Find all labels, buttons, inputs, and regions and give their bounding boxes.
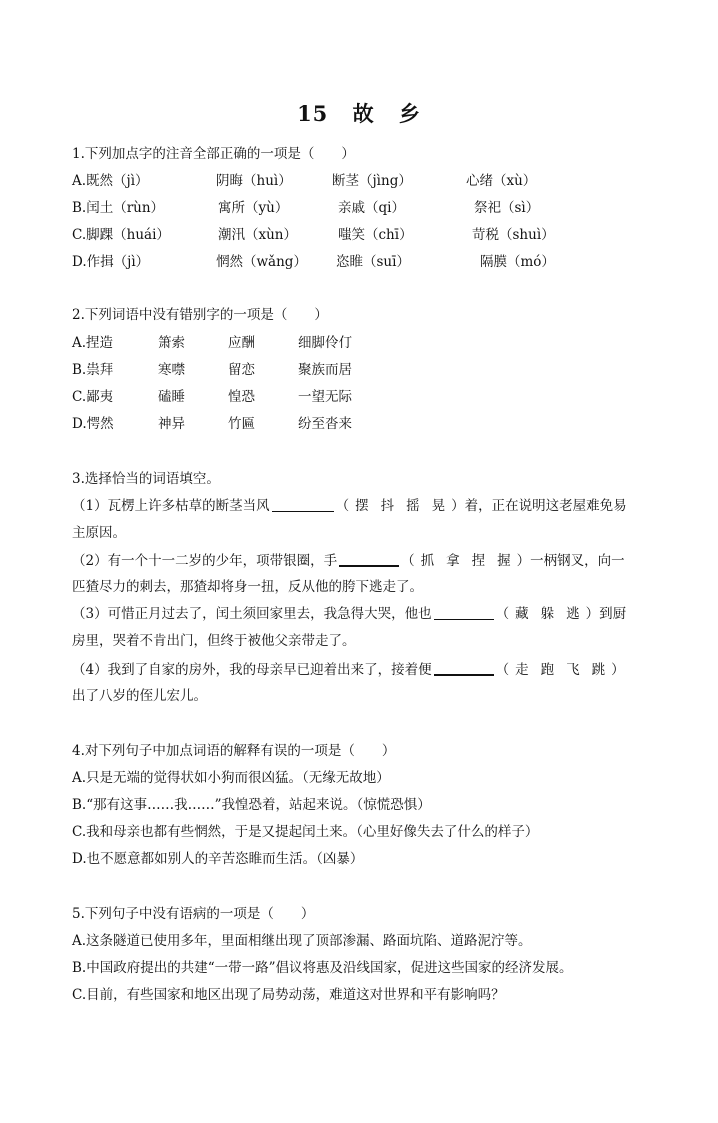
q1-stem: 1.下列加点字的注音全部正确的一项是（ ） <box>72 146 355 162</box>
option: 藏 <box>515 606 529 622</box>
q4-option-b: B.“那有这事……我……”我惶恐着，站起来说。（惊慌恐惧） <box>72 797 431 813</box>
q2-b-3: 留恋 <box>228 362 255 378</box>
q3-s1-blank[interactable] <box>272 497 334 512</box>
option: 抓 <box>420 553 435 569</box>
q4-stem: 4.对下列句子中加点词语的解释有误的一项是（ ） <box>72 743 396 759</box>
q4-option-d: D.也不愿意都如别人的辛苦恣睢而生活。（凶暴） <box>72 851 364 867</box>
q1-a-1: A.既然（jì） <box>72 173 149 189</box>
page-title <box>0 98 718 128</box>
q3-s2-text: （2）有一个十一二岁的少年，项带银圈，手 <box>72 553 338 569</box>
title-char-2: 乡 <box>398 101 421 126</box>
option: 跳 <box>591 662 606 678</box>
q1-a-2: 阴晦（huì） <box>216 173 292 189</box>
q3-sentence-2 <box>72 551 625 570</box>
q1-c-1: C.脚踝（huái） <box>72 227 170 243</box>
q3-s4-text: （4）我到了自家的房外，我的母亲早已迎着出来了，接着便 <box>72 662 432 678</box>
q3-s2-cont: 匹猹尽力的刺去，那猹却将身一扭，反从他的胯下逃走了。 <box>72 579 423 595</box>
option: 逃 <box>566 606 580 622</box>
option: 捏 <box>471 553 486 569</box>
q2-d-3: 竹匾 <box>228 416 255 432</box>
q2-b-4: 聚族而居 <box>298 362 352 378</box>
option: 摆 <box>355 498 369 514</box>
q2-b-1: B.祟拜 <box>72 362 114 378</box>
q1-c-2: 潮汛（xùn） <box>218 227 298 243</box>
q2-c-4: 一望无际 <box>298 389 352 405</box>
q3-sentence-3 <box>72 605 626 623</box>
option: 晃 <box>431 498 446 514</box>
q3-s1-tail: 着，正在说明这老屋难免易 <box>464 498 627 514</box>
q4-option-c: C.我和母亲也都有些惘然，于是又提起闰土来。（心里好像失去了什么的样子） <box>72 824 539 840</box>
q3-sentence-1 <box>72 497 627 515</box>
q2-stem: 2.下列词语中没有错别字的一项是（ ） <box>72 307 328 323</box>
option: 躲 <box>540 606 555 622</box>
q1-c-4: 苛税（shuì） <box>472 227 555 243</box>
q1-d-3: 恣睢（suī） <box>336 254 410 270</box>
option: 摇 <box>406 498 420 514</box>
option: 跑 <box>540 662 555 678</box>
q1-a-3: 断茎（jìng） <box>332 173 412 189</box>
q1-a-4: 心绪（xù） <box>466 173 537 189</box>
q3-s3-text: （3）可惜正月过去了，闰土须回家里去，我急得大哭，他也 <box>72 606 432 622</box>
q1-d-2: 惘然（wǎng） <box>216 254 307 270</box>
q2-c-2: 磕睡 <box>158 389 185 405</box>
option: 握 <box>497 553 511 569</box>
q1-b-2: 寓所（yù） <box>218 200 289 216</box>
q3-s4-options: （ 走 跑 飞 跳 ） <box>495 662 625 678</box>
q4-option-a: A.只是无端的觉得状如小狗而很凶猛。（无缘无故地） <box>72 770 390 786</box>
q2-c-1: C.鄙夷 <box>72 389 114 405</box>
q3-s3-blank[interactable] <box>434 605 494 620</box>
q3-s4-blank[interactable] <box>434 660 494 676</box>
q3-s3-tail: 到厨 <box>599 606 627 622</box>
title-number: 15 <box>297 101 329 126</box>
q1-d-4: 隔膜（mó） <box>480 254 555 270</box>
q2-d-2: 神异 <box>158 416 185 432</box>
q5-stem: 5.下列句子中没有语病的一项是（ ） <box>72 906 315 922</box>
q3-s2-blank[interactable] <box>339 551 399 567</box>
q1-c-3: 嗤笑（chī） <box>338 227 413 243</box>
q2-b-2: 寒噤 <box>158 362 185 378</box>
q3-s1-cont: 主原因。 <box>72 525 126 541</box>
q3-s2-tail: 一柄钢叉，向一 <box>530 553 625 569</box>
option: 走 <box>515 662 529 678</box>
q2-c-3: 惶恐 <box>228 389 255 405</box>
q2-a-3: 应酬 <box>228 335 255 351</box>
q2-d-4: 纷至沓来 <box>298 416 352 432</box>
q1-b-4: 祭祀（sì） <box>474 200 540 216</box>
q5-option-a: A.这条隧道已使用多年，里面相继出现了顶部渗漏、路面坑陷、道路泥泞等。 <box>72 933 532 949</box>
q2-d-1: D.愕然 <box>72 416 114 432</box>
option: 抖 <box>380 498 395 514</box>
option: 拿 <box>446 553 460 569</box>
q3-s1-text: （1）瓦楞上许多枯草的断茎当风 <box>72 498 270 514</box>
q1-b-3: 亲戚（qi） <box>338 200 405 216</box>
q3-sentence-4 <box>72 660 625 679</box>
q1-d-1: D.作揖（jì） <box>72 254 150 270</box>
q2-a-2: 箫索 <box>158 335 185 351</box>
q3-s1-options: （ 摆 抖 摇 晃 ） <box>335 498 465 514</box>
q2-a-1: A.捏造 <box>72 335 114 351</box>
q3-s4-cont: 出了八岁的侄儿宏儿。 <box>72 688 207 704</box>
q1-b-1: B.闰土（rùn） <box>72 200 165 216</box>
q5-option-b: B.中国政府提出的共建“一带一路”倡议将惠及沿线国家，促进这些国家的经济发展。 <box>72 960 573 976</box>
q3-s3-cont: 房里，哭着不肯出门，但终于被他父亲带走了。 <box>72 633 356 649</box>
title-char-1: 故 <box>352 101 375 126</box>
option: 飞 <box>566 662 580 678</box>
q3-s3-options: （ 藏 躲 逃 ） <box>495 606 600 622</box>
q3-stem: 3.选择恰当的词语填空。 <box>72 471 220 487</box>
q3-s2-options: （ 抓 拿 捏 握 ） <box>401 553 531 569</box>
q2-a-4: 细脚伶仃 <box>298 335 352 351</box>
q5-option-c: C.目前，有些国家和地区出现了局势动荡，难道这对世界和平有影响吗？ <box>72 987 505 1003</box>
